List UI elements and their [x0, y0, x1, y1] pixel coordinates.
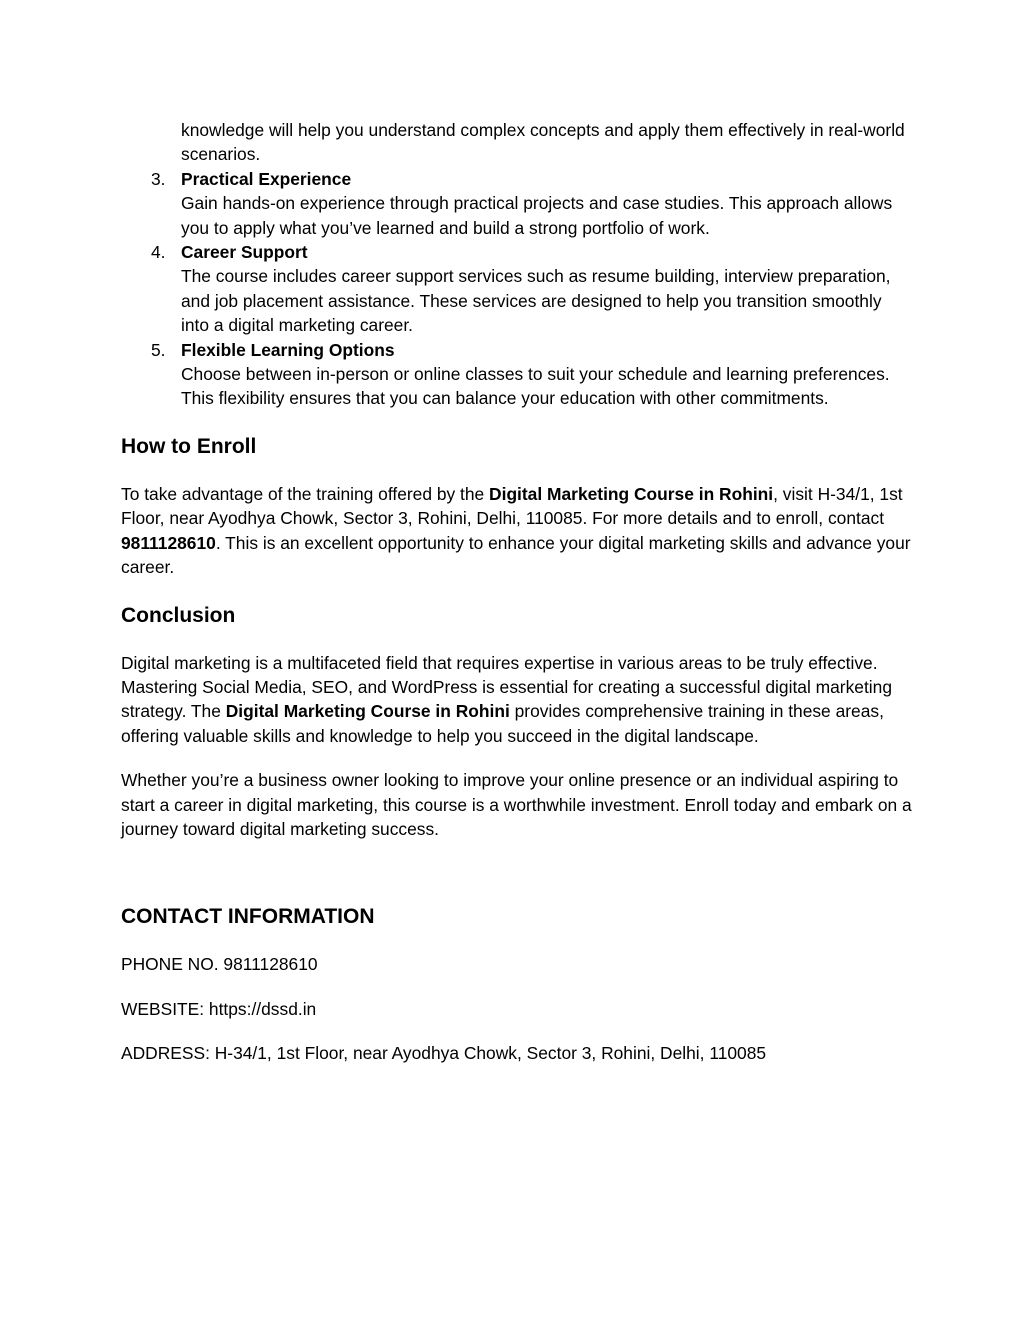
list-item — [121, 167, 914, 240]
list-item-title: Practical Experience — [181, 168, 352, 189]
conclusion-text-end: provides comprehensive training in these areas, offering valuable skills and knowledge to help you succeed in the digital landscape. — [121, 701, 884, 746]
list-item-number: 4 . — [151, 240, 166, 264]
enroll-heading: How to Enroll — [121, 434, 257, 458]
enroll-paragraph — [121, 482, 914, 580]
enroll-text-start: To take advantage of the training offered by the — [121, 483, 490, 504]
contact-website: WEBSITE: https://dssd.in — [121, 998, 317, 1019]
list-item — [121, 338, 914, 411]
conclusion-text-start: Digital marketing is a multifaceted field that requires expertise in various areas to be truly effective. Mastering Social Media, SEO, and WordPress is essential for creating a successful digital marketing strategy. The — [121, 652, 893, 722]
contact-address: ADDRESS: H-34/1, 1st Floor, near Ayodhya Chowk, Sector 3, Rohini, Delhi, 110085 — [121, 1043, 767, 1064]
feature-list — [121, 167, 914, 411]
list-item-title: Flexible Learning Options — [181, 339, 395, 360]
list-item-body: Gain hands-on experience through practical projects and case studies. This approach allows you to apply what you’ve learned and build a strong portfolio of work. — [181, 193, 893, 238]
contact-heading: CONTACT INFORMATION — [121, 905, 375, 929]
contact-phone: PHONE NO. 9811128610 — [121, 954, 318, 975]
conclusion-paragraph-2: Whether you’re a business owner looking to improve your online presence or an individual aspiring to start a career in digital marketing, this course is a worthwhile investment. Enroll today and embark on a journey toward digital marketing success. — [121, 770, 912, 839]
phone-number-bold: 9811128610 — [121, 532, 216, 553]
list-item-number: 3 . — [151, 167, 166, 191]
list-item-body: Choose between in-person or online classes to suit your schedule and learning preferences. This flexibility ensures that you can balance your education with other commitments. — [181, 364, 890, 409]
list-item-body: The course includes career support services such as resume building, interview preparation, and job placement assistance. These services are designed to help you transition smoothly into a digital marketing career. — [181, 266, 891, 336]
enroll-text-end: . This is an excellent opportunity to enhance your digital marketing skills and advance your career. — [121, 532, 911, 578]
list-item — [121, 240, 914, 338]
course-name-bold: Digital Marketing Course in Rohini — [225, 701, 510, 722]
conclusion-paragraph-1 — [121, 651, 914, 749]
conclusion-heading: Conclusion — [121, 603, 236, 627]
enroll-text-middle: , visit H-34/1, 1st Floor, near Ayodhya Chowk, Sector 3, Rohini, Delhi, 110085. For more details and to enroll, contact — [121, 483, 903, 529]
list-item-continuation: knowledge will help you understand complex concepts and apply them effectively in real-world scenarios. — [181, 120, 905, 165]
list-item-title: Career Support — [181, 242, 308, 263]
course-name-bold: Digital Marketing Course in Rohini — [489, 483, 774, 504]
list-item-number: 5 . — [151, 338, 166, 362]
